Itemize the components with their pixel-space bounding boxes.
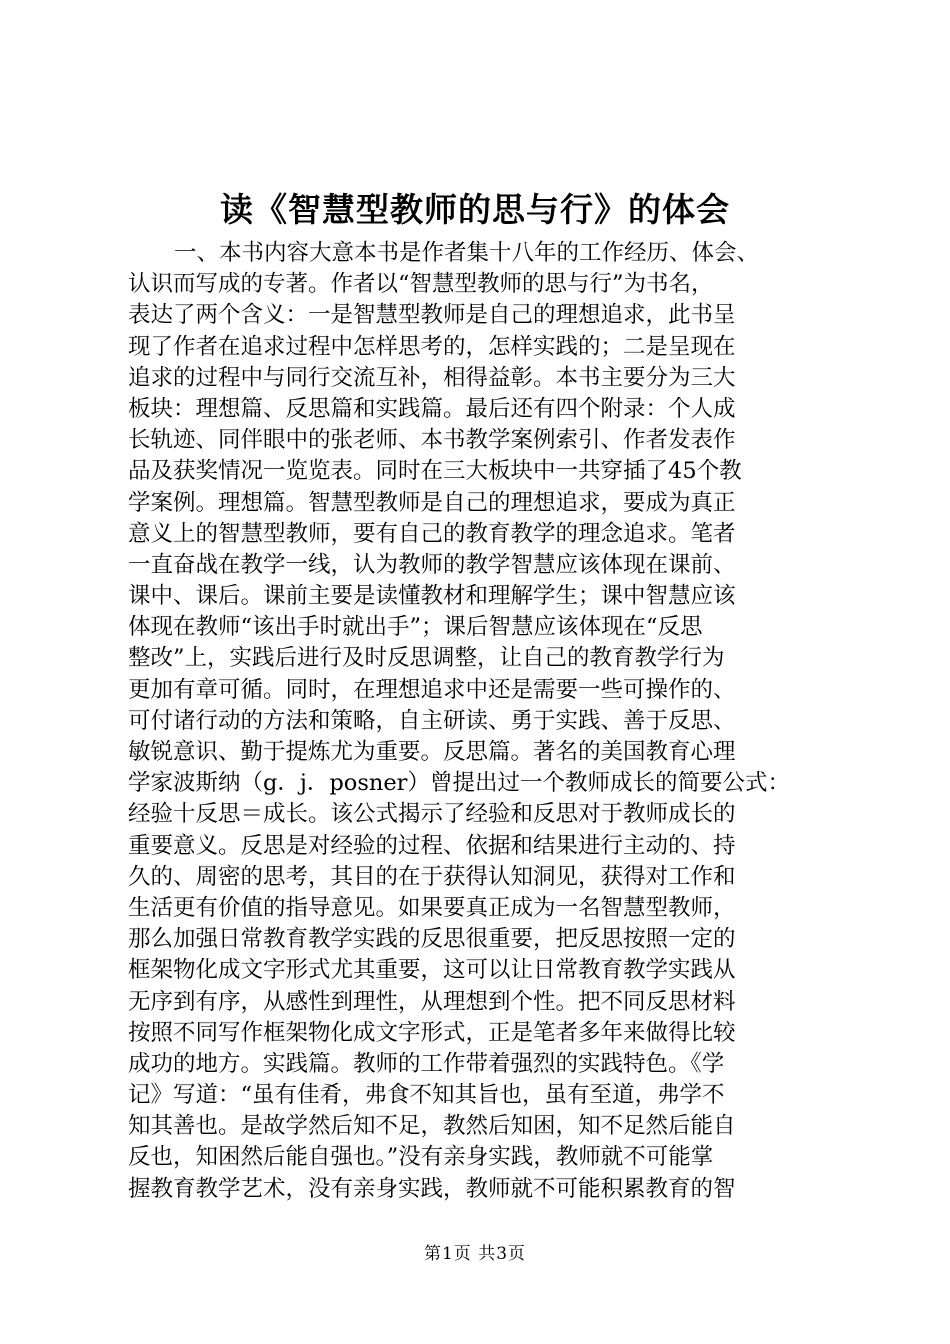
text-line: 可付诸行动的方法和策略，自主研读、勇于实践、善于反思、 bbox=[128, 707, 736, 734]
text-line: 长轨迹、同伴眼中的张老师、本书教学案例索引、作者发表作 bbox=[128, 427, 736, 454]
text-line: 重要意义。反思是对经验的过程、依据和结果进行主动的、持 bbox=[128, 832, 736, 859]
text-line: 学家波斯纳（g．j．posner）曾提出过一个教师成长的简要公式： bbox=[128, 770, 790, 797]
text-line: 经验十反思＝成长。该公式揭示了经验和反思对于教师成长的 bbox=[128, 801, 736, 828]
text-line: 反也，知困然后能自强也。”没有亲身实践，教师就不可能掌 bbox=[128, 1144, 714, 1171]
text-line: 知其善也。是故学然后知不足，教然后知困，知不足然后能自 bbox=[128, 1113, 736, 1140]
document-title: 读《智慧型教师的思与行》的体会 bbox=[220, 190, 730, 229]
text-line: 认识而写成的专著。作者以“智慧型教师的思与行”为书名， bbox=[128, 271, 714, 298]
text-line: 板块：理想篇、反思篇和实践篇。最后还有四个附录：个人成 bbox=[128, 395, 736, 422]
text-line: 无序到有序，从感性到理性，从理想到个性。把不同反思材料 bbox=[128, 988, 736, 1015]
text-line: 学案例。理想篇。智慧型教师是自己的理想追求，要成为真正 bbox=[128, 489, 736, 516]
text-line: 更加有章可循。同时，在理想追求中还是需要一些可操作的、 bbox=[128, 676, 736, 703]
text-line: 握教育教学艺术，没有亲身实践，教师就不可能积累教育的智 bbox=[128, 1175, 736, 1202]
text-line: 生活更有价值的指导意见。如果要真正成为一名智慧型教师， bbox=[128, 894, 736, 921]
text-line: 一直奋战在教学一线，认为教师的教学智慧应该体现在课前、 bbox=[128, 551, 736, 578]
text-line: 表达了两个含义：一是智慧型教师是自己的理想追求，此书呈 bbox=[128, 302, 736, 329]
text-line: 体现在教师“该出手时就出手”；课后智慧应该体现在“反思 bbox=[128, 614, 703, 641]
text-line: 敏锐意识、勤于提炼尤为重要。反思篇。著名的美国教育心理 bbox=[128, 739, 736, 765]
text-line: 按照不同写作框架物化成文字形式，正是笔者多年来做得比较 bbox=[128, 1019, 736, 1046]
text-line: 久的、周密的思考，其目的在于获得认知洞见，获得对工作和 bbox=[128, 863, 736, 890]
text-line: 课中、课后。课前主要是读懂教材和理解学生；课中智慧应该 bbox=[128, 583, 736, 610]
page-footer: 第1页 共3页 bbox=[423, 1244, 527, 1264]
text-line: 追求的过程中与同行交流互补，相得益彰。本书主要分为三大 bbox=[128, 364, 736, 391]
text-line: 整改”上，实践后进行及时反思调整，让自己的教育教学行为 bbox=[128, 645, 725, 672]
text-line: 一、本书内容大意本书是作者集十八年的工作经历、体会、 bbox=[174, 240, 760, 266]
body-paragraph bbox=[128, 238, 828, 1205]
text-line: 品及获奖情况一览览表。同时在三大板块中一共穿插了45个教 bbox=[128, 458, 742, 485]
text-line: 意义上的智慧型教师，要有自己的教育教学的理念追求。笔者 bbox=[128, 520, 736, 547]
text-line: 现了作者在追求过程中怎样思考的，怎样实践的；二是呈现在 bbox=[128, 333, 736, 360]
text-line: 框架物化成文字形式尤其重要，这可以让日常教育教学实践从 bbox=[128, 957, 736, 984]
text-line: 记》写道：“虽有佳肴，弗食不知其旨也，虽有至道，弗学不 bbox=[128, 1082, 725, 1109]
text-line: 成功的地方。实践篇。教师的工作带着强烈的实践特色。《学 bbox=[128, 1050, 725, 1077]
text-line: 那么加强日常教育教学实践的反思很重要，把反思按照一定的 bbox=[128, 926, 736, 953]
